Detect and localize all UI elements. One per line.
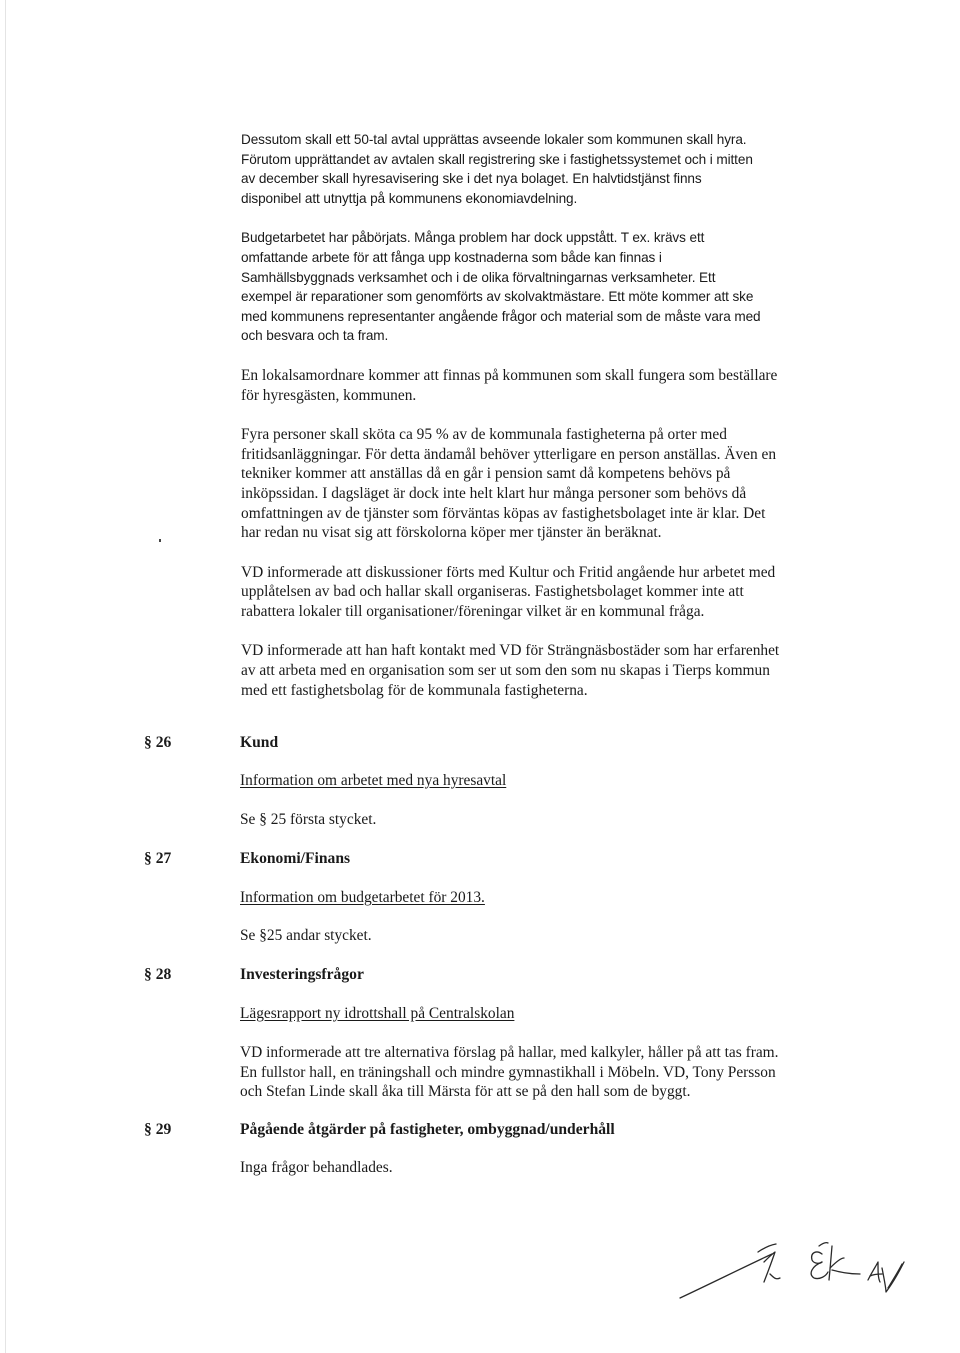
scan-edge-line [5, 0, 6, 1353]
line: fritidsanläggningar. För detta ändamål behöver ytterligare en person anställas. Även en [241, 445, 777, 463]
section-title: Kund [240, 734, 279, 751]
line: Fyra personer skall sköta ca 95 % av de kommunala fastigheterna på orter med [241, 426, 727, 444]
line: inköpssidan. I dagsläget är dock inte helt klart hur många personer som behövs då [241, 484, 747, 502]
section-title: Investeringsfrågor [240, 966, 364, 983]
line: Se §25 andar stycket. [240, 927, 372, 944]
line: med kommunens representanter angående frågor och material som de måste vara med [241, 308, 761, 324]
line: VD informerade att diskussioner förts med Kultur och Fritid angående hur arbetet med [241, 563, 776, 581]
paragraph-kultur-fritid [241, 563, 831, 622]
paragraph-strangnasbostader [241, 641, 831, 700]
line: VD informerade att tre alternativa förslag på hallar, med kalkyler, håller på att tas fram. [240, 1044, 779, 1061]
line: exempel är reparationer som genomförts av skolvaktmästare. Ett möte kommer att ske [241, 289, 754, 305]
section-text [240, 1043, 830, 1102]
section-number: § 28 [144, 966, 172, 983]
line: av december skall hyresavisering ske i det nya bolaget. En halvtidstjänst finns [241, 171, 702, 187]
section-subtitle: Lägesrapport ny idrottshall på Centralskolan [240, 1005, 515, 1022]
line: rabattera lokaler till organisationer/föreningar vilket är en kommunal fråga. [241, 602, 705, 620]
paragraph-lokalsamordnare [241, 366, 831, 405]
section-subtitle: Information om arbetet med nya hyresavtal [240, 772, 507, 789]
line: av att arbeta med en organisation som ser ut som den som nu skapas i Tierps kommun [241, 662, 770, 680]
section-text [240, 1158, 830, 1178]
paragraph-avtal [241, 130, 831, 208]
body-text [241, 130, 831, 720]
section-text [240, 926, 830, 946]
line: Inga frågor behandlades. [240, 1159, 393, 1176]
line: Förutom upprättandet av avtalen skall registrering ske i fastighetssystemet och i mitten [241, 151, 753, 167]
line: Dessutom skall ett 50-tal avtal upprättas avseende lokaler som kommunen skall hyra. [241, 132, 747, 147]
line: En lokalsamordnare kommer att finnas på kommunen som skall fungera som beställare [241, 366, 778, 384]
line: Budgetarbetet har påbörjats. Många problem har dock uppstått. T ex. krävs ett [241, 230, 705, 246]
line: med ett fastighetsbolag för de kommunala fastigheterna. [241, 681, 588, 699]
line: omfattningen av de tjänster som förväntas köpas av fastighetsbolaget inte är klar. Det [241, 504, 766, 522]
section-title: Ekonomi/Finans [240, 850, 351, 867]
paragraph-budget [241, 228, 831, 346]
line: VD informerade att han haft kontakt med VD för Strängnäsbostäder som har erfarenhet [241, 642, 780, 660]
line: och besvara och ta fram. [241, 328, 389, 344]
line: för hyresgästen, kommunen. [241, 386, 417, 404]
line: upplåtelsen av bad och hallar skall organiseras. Fastighetsbolaget kommer inte att [241, 583, 744, 601]
line: Samhällsbyggnads verksamhet och i de olika förvaltningarnas verksamheter. Ett [241, 269, 716, 285]
section-number: § 29 [144, 1121, 172, 1138]
handwritten-signature [672, 1228, 922, 1308]
line: omfattande arbete för att fånga upp kostnaderna som både kan finnas i [241, 249, 662, 265]
line: har redan nu visat sig att förskolorna köper mer tjänster än beräknat. [241, 524, 662, 542]
section-text [240, 810, 830, 830]
line: disponibel att utnyttja på kommunens ekonomiavdelning. [241, 190, 578, 206]
section-title: Pågående åtgärder på fastigheter, ombyggnad/underhåll [240, 1121, 615, 1138]
line: tekniker kommer att anställas då en går i pension samt då kompetens behövs på [241, 465, 731, 483]
line: och Stefan Linde skall åka till Märsta för att se på den hall som de byggt. [240, 1083, 691, 1101]
line: Se § 25 första stycket. [240, 811, 377, 828]
paragraph-personal [241, 425, 831, 543]
section-number: § 27 [144, 850, 172, 867]
section-subtitle: Information om budgetarbetet för 2013. [240, 889, 485, 906]
line: En fullstor hall, en träningshall och mindre gymnastikhall i Möbeln. VD, Tony Persson [240, 1063, 776, 1081]
section-number: § 26 [144, 734, 172, 751]
scan-speck [159, 539, 161, 542]
